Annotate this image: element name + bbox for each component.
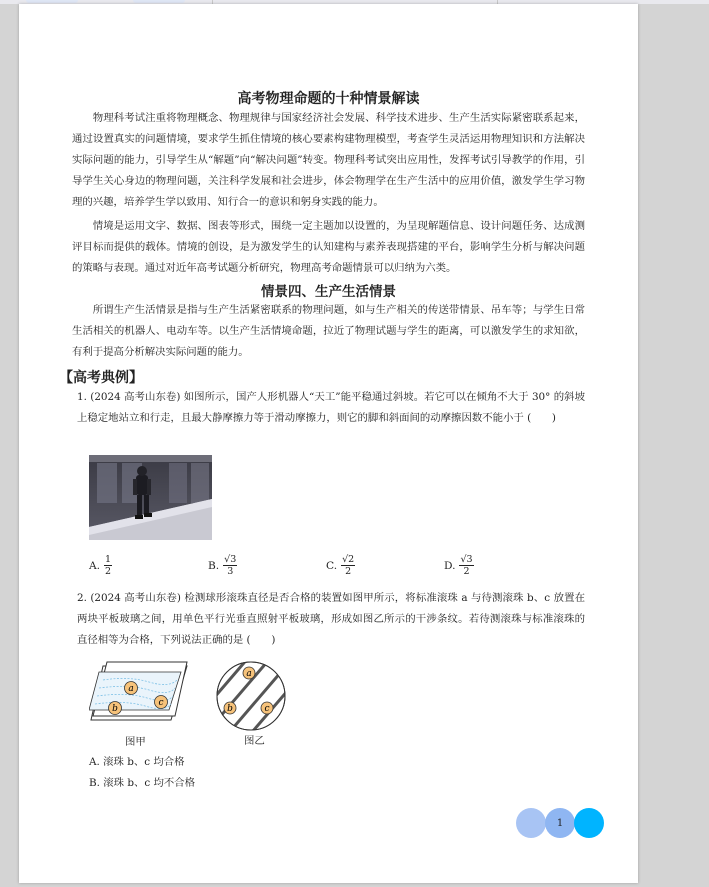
toolbar-tab[interactable] [26, 0, 78, 3]
question-2-text: 2. (2024 高考山东卷) 检测球形滚珠直径是否合格的装置如图甲所示，将标准滚珠 a 与待测滚珠 b、c 放置在两块平板玻璃之间，用单色平行光垂直照射平板玻璃，形成如图乙所示的干涉条纹。若待测滚珠与标准滚珠的直径相等为合格，下列说法正确的是 ( ) [77, 592, 585, 646]
toolbar-tab[interactable] [133, 0, 185, 3]
section-paragraph: 所谓生产生活情景是指与生产生活紧密联系的物理问题，如与生产相关的传送带情景、吊车等；与学生日常生活相关的机器人、电动车等。以生产生活情境命题，拉近了物理试题与学生的距离，可以激发学生的求知欲，有利于提高分析解决实际问题的能力。 [72, 304, 585, 358]
fraction-denominator: 2 [105, 566, 112, 577]
figure-jia [89, 658, 189, 728]
q1-option-c[interactable] [326, 554, 355, 577]
robot-photo [89, 455, 212, 540]
ball-label-a: a [128, 684, 134, 694]
q1-option-b[interactable] [208, 554, 237, 577]
intro-paragraph-1: 物理科考试注重将物理概念、物理规律与国家经济社会发展、科学技术进步、生产生活实际紧密联系起来，通过设置真实的问题情境，要求学生抓住情境的核心要素构建物理模型，考查学生灵活运用物理知识和方法解决实际问题的能力，引导学生从“解题”向“解决问题”转变。物理科考试突出应用性，发挥考试引导教学的作用，引导学生关心身边的物理问题，关注科学发展和社会进步，体会物理学在生产生活中的应用价值，激发学生学习物理的兴趣，培养学生学以致用、知行合一的意识和躬身实践的能力。 [72, 112, 585, 208]
question-1-text: 1. (2024 高考山东卷) 如图所示，国产人形机器人“天工”能平稳通过斜坡。若它可以在倾角不大于 30° 的斜坡上稳定地站立和行走，且最大静摩擦力等于滑动摩擦力，则它的脚和斜面间的动摩擦因数不能小于 ( ) [77, 391, 585, 424]
ball-label-c: c [264, 704, 270, 714]
document-page [19, 4, 638, 883]
page-number: 1 [556, 817, 564, 829]
doc-title: 高考物理命题的十种情景解读 [237, 91, 420, 107]
fraction-numerator: √2 [342, 554, 355, 565]
figure-jia-caption: 图甲 [125, 736, 146, 748]
ball-label-a: a [246, 669, 252, 679]
page-indicator[interactable] [514, 807, 606, 839]
fraction-denominator: 2 [463, 566, 470, 577]
q2-option-a[interactable]: A. 滚珠 b、c 均合格 [89, 756, 185, 768]
intro-paragraph-2: 情境是运用文字、数据、图表等形式，围绕一定主题加以设置的，为呈现解题信息、设计问题任务、达成测评目标而提供的载体。情境的创设，是为激发学生的认知建构与素养表现搭建的平台，影响学生分析与解决问题的策略与表现。通过对近年高考试题分析研究，物理高考命题情景可以归纳为六类。 [72, 220, 585, 274]
option-fraction [223, 554, 237, 577]
q1-option-a[interactable] [89, 554, 112, 577]
ball-label-b: b [227, 704, 233, 714]
option-fraction [459, 554, 473, 577]
option-label: D. [444, 559, 456, 572]
option-label: B. [208, 559, 220, 572]
fraction-denominator: 2 [345, 566, 352, 577]
section-title: 情景四、生产生活情景 [261, 284, 396, 300]
q2-option-b[interactable]: B. 滚珠 b、c 均不合格 [89, 777, 196, 789]
fraction-numerator: √3 [224, 554, 237, 565]
option-label: C. [326, 559, 338, 572]
scrollbar-track[interactable] [638, 4, 709, 887]
figure-yi-caption: 图乙 [244, 735, 265, 747]
ball-label-c: c [158, 698, 164, 708]
figure-yi [215, 660, 287, 732]
page-dot-prev[interactable] [516, 808, 546, 838]
ball-label-b: b [112, 704, 118, 714]
fraction-denominator: 3 [227, 566, 234, 577]
q1-option-d[interactable] [444, 554, 474, 577]
page-number-badge[interactable] [545, 808, 575, 838]
fraction-numerator: √3 [460, 554, 473, 565]
page-dot-next[interactable] [574, 808, 604, 838]
option-fraction [341, 554, 355, 577]
option-fraction [104, 554, 112, 577]
fraction-numerator: 1 [105, 554, 112, 565]
option-label: A. [89, 559, 101, 572]
examples-heading: 【高考典例】 [59, 370, 143, 386]
